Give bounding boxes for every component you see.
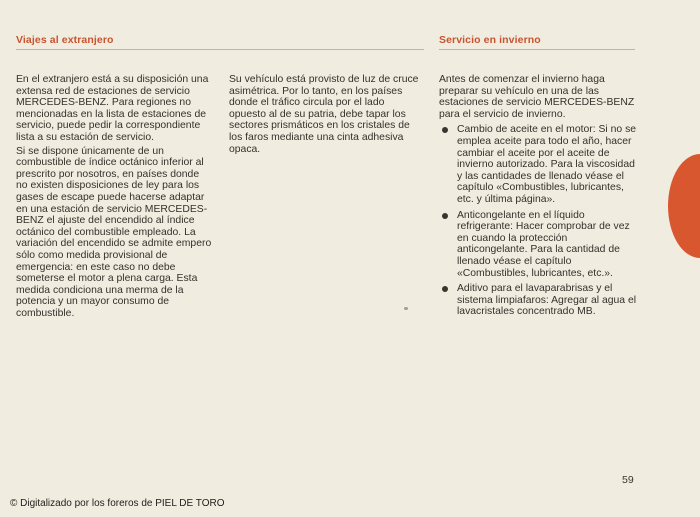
section-rule-left bbox=[16, 49, 424, 50]
text-column-2 bbox=[229, 74, 424, 157]
paragraph-service-network bbox=[16, 74, 212, 144]
list-item bbox=[439, 283, 639, 318]
text-octane: Si se dispone únicamente de un combustible de índice octánico inferior al prescrito por nosotros, en países donde no existen disposiciones de ley para los gases de escape puede hacerse adaptar en una estación de servicio MERCEDES-BENZ el ajuste del encendido al índice octánico del combustible empleado. La variación del encendido se admite empero sólo como medida provisional de emergencia: en este caso no debe someterse el motor a plena carga. Esta medida condiciona una merma de la potencia y un mayor consumo de combustible. bbox=[16, 145, 212, 319]
list-item bbox=[439, 210, 639, 280]
bullet-icon bbox=[442, 286, 448, 292]
winter-checklist bbox=[439, 124, 639, 318]
text-column-3 bbox=[439, 74, 639, 322]
list-item-text: Anticongelante en el líquido refrigerante: Hacer comprobar de vez en cuando la protección anticongelante. Para la cantidad de llenado véase el capítulo «Combustibles, lubricantes, etc.». bbox=[457, 209, 630, 279]
footer-credit: © Digitalizado por los foreros de PIEL DE TORO bbox=[10, 498, 225, 509]
list-item-text: Aditivo para el lavaparabrisas y el sistema limpiafaros: Agregar al agua el lavacristales concentrado MB. bbox=[457, 283, 637, 318]
list-item-text: Cambio de aceite en el motor: Si no se emplea aceite para todo el año, hacer cambiar el aceite por el aceite de invierno autorizado. Para la viscosidad y las cantidades de llenado véase el capítulo «Combustibles, lubricantes, etc. y última página». bbox=[457, 124, 637, 205]
section-title-travel-abroad: Viajes al extranjero bbox=[16, 34, 114, 46]
text-column-1 bbox=[16, 74, 212, 321]
page-number: 59 bbox=[622, 474, 634, 486]
section-title-winter-service: Servicio en invierno bbox=[439, 34, 541, 46]
text-service-network: En el extranjero está a su disposición una extensa red de estaciones de servicio MERCEDES-BENZ. Para regiones no mencionadas en la lista de estaciones de servicio, puede pedir la correspondiente lista a su estación de servicio. bbox=[16, 74, 209, 143]
chapter-thumb-tab bbox=[668, 154, 700, 258]
bullet-icon bbox=[442, 213, 448, 219]
paragraph-winter-intro: Antes de comenzar el invierno haga preparar su vehículo en una de las estaciones de servicio MERCEDES-BENZ para el servicio de invierno. bbox=[439, 74, 635, 120]
paper-speck bbox=[404, 307, 408, 310]
paragraph-octane bbox=[16, 146, 212, 320]
text-headlights: Su vehículo está provisto de luz de cruce asimétrica. Por lo tanto, en los países donde el tráfico circula por el lado opuesto al de su patria, debe tapar los sectores prismáticos en los cristales de los faros mediante una cinta adhesiva opaca. bbox=[229, 74, 419, 155]
bullet-icon bbox=[442, 127, 448, 133]
list-item bbox=[439, 124, 639, 205]
paragraph-headlights bbox=[229, 74, 424, 155]
section-rule-right bbox=[439, 49, 635, 50]
